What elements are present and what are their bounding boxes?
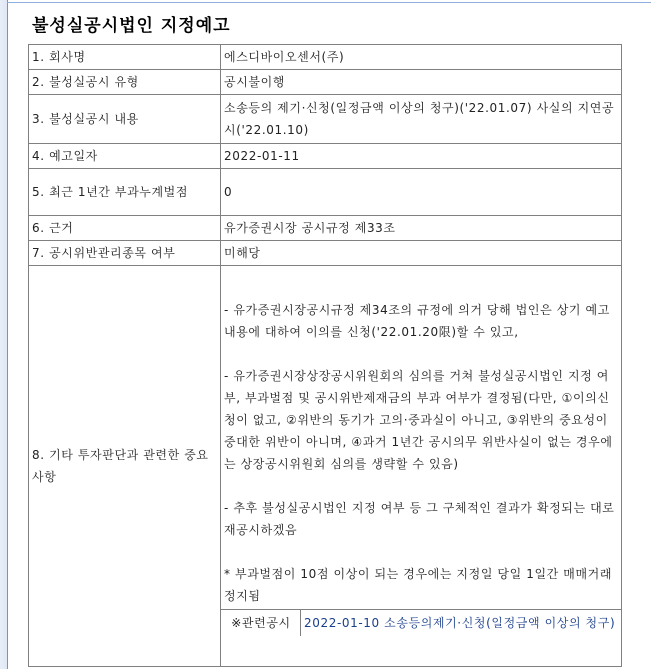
- row-label: 2. 불성실공시 유형: [29, 70, 221, 95]
- window-top-border: [7, 2, 651, 3]
- note-paragraph: * 부과벌점이 10점 이상이 되는 경우에는 지정일 당일 1일간 매매거래정지됨: [224, 566, 613, 603]
- table-row: [29, 169, 622, 216]
- page-title: 불성실공시법인 지정예고: [32, 16, 231, 36]
- related-disclosure-label: ※관련공시: [221, 609, 301, 636]
- note-paragraph: - 유가증권시장공시규정 제34조의 규정에 의거 당해 법인은 상기 예고 내용에 대하여 이의를 신청('22.01.20限)할 수 있고,: [224, 302, 610, 339]
- other-matters-cell: [221, 266, 622, 667]
- violation-type-value: 공시불이행: [221, 70, 622, 95]
- basis-value: 유가증권시장 공시규정 제33조: [221, 216, 622, 241]
- related-disclosure-link[interactable]: 2022-01-10 소송등의제기·신청(일정금액 이상의 청구): [301, 609, 622, 636]
- row-label: 1. 회사명: [29, 45, 221, 70]
- disclosure-table: [28, 44, 622, 667]
- management-item-value: 미해당: [221, 241, 622, 266]
- row-label: 5. 최근 1년간 부과누계벌점: [29, 169, 221, 216]
- penalty-points-value: 0: [221, 169, 622, 216]
- row-label: 4. 예고일자: [29, 144, 221, 169]
- table-row: [29, 144, 622, 169]
- related-disclosure-table: [221, 609, 621, 636]
- table-row: [29, 241, 622, 266]
- notice-date-value: 2022-01-11: [221, 144, 622, 169]
- row-label: 7. 공시위반관리종목 여부: [29, 241, 221, 266]
- table-row: [29, 45, 622, 70]
- note-paragraph: - 추후 불성실공시법인 지정 여부 등 그 구체적인 결과가 확정되는 대로 재공시하겠음: [224, 500, 615, 537]
- table-row: [29, 216, 622, 241]
- company-name-value: 에스디바이오센서(주): [221, 45, 622, 70]
- row-label: 3. 불성실공시 내용: [29, 95, 221, 144]
- violation-content-value: 소송등의 제기·신청(일정금액 이상의 청구)('22.01.07) 사실의 지연공시('22.01.10): [221, 95, 622, 144]
- note-paragraph: - 유가증권시장상장공시위원회의 심의를 거쳐 불성실공시법인 지정 여부, 부과벌점 및 공시위반제재금의 부과 여부가 결정됨(다만, ①이의신청이 없고, ②위반의 동기가 고의·중과실이 아니고, ③위반의 중요성이 중대한 위반이 아니며, ④과거 1년간 공시의무 위반사실이 없는 경우에는 상장공시위원회 심의를 생략할 수 있음): [224, 368, 613, 471]
- window-left-border: [0, 0, 8, 669]
- table-row: [29, 70, 622, 95]
- table-row: [29, 266, 622, 667]
- row-label: 6. 근거: [29, 216, 221, 241]
- table-row: [29, 95, 622, 144]
- row-label: 8. 기타 투자판단과 관련한 중요사항: [29, 266, 221, 667]
